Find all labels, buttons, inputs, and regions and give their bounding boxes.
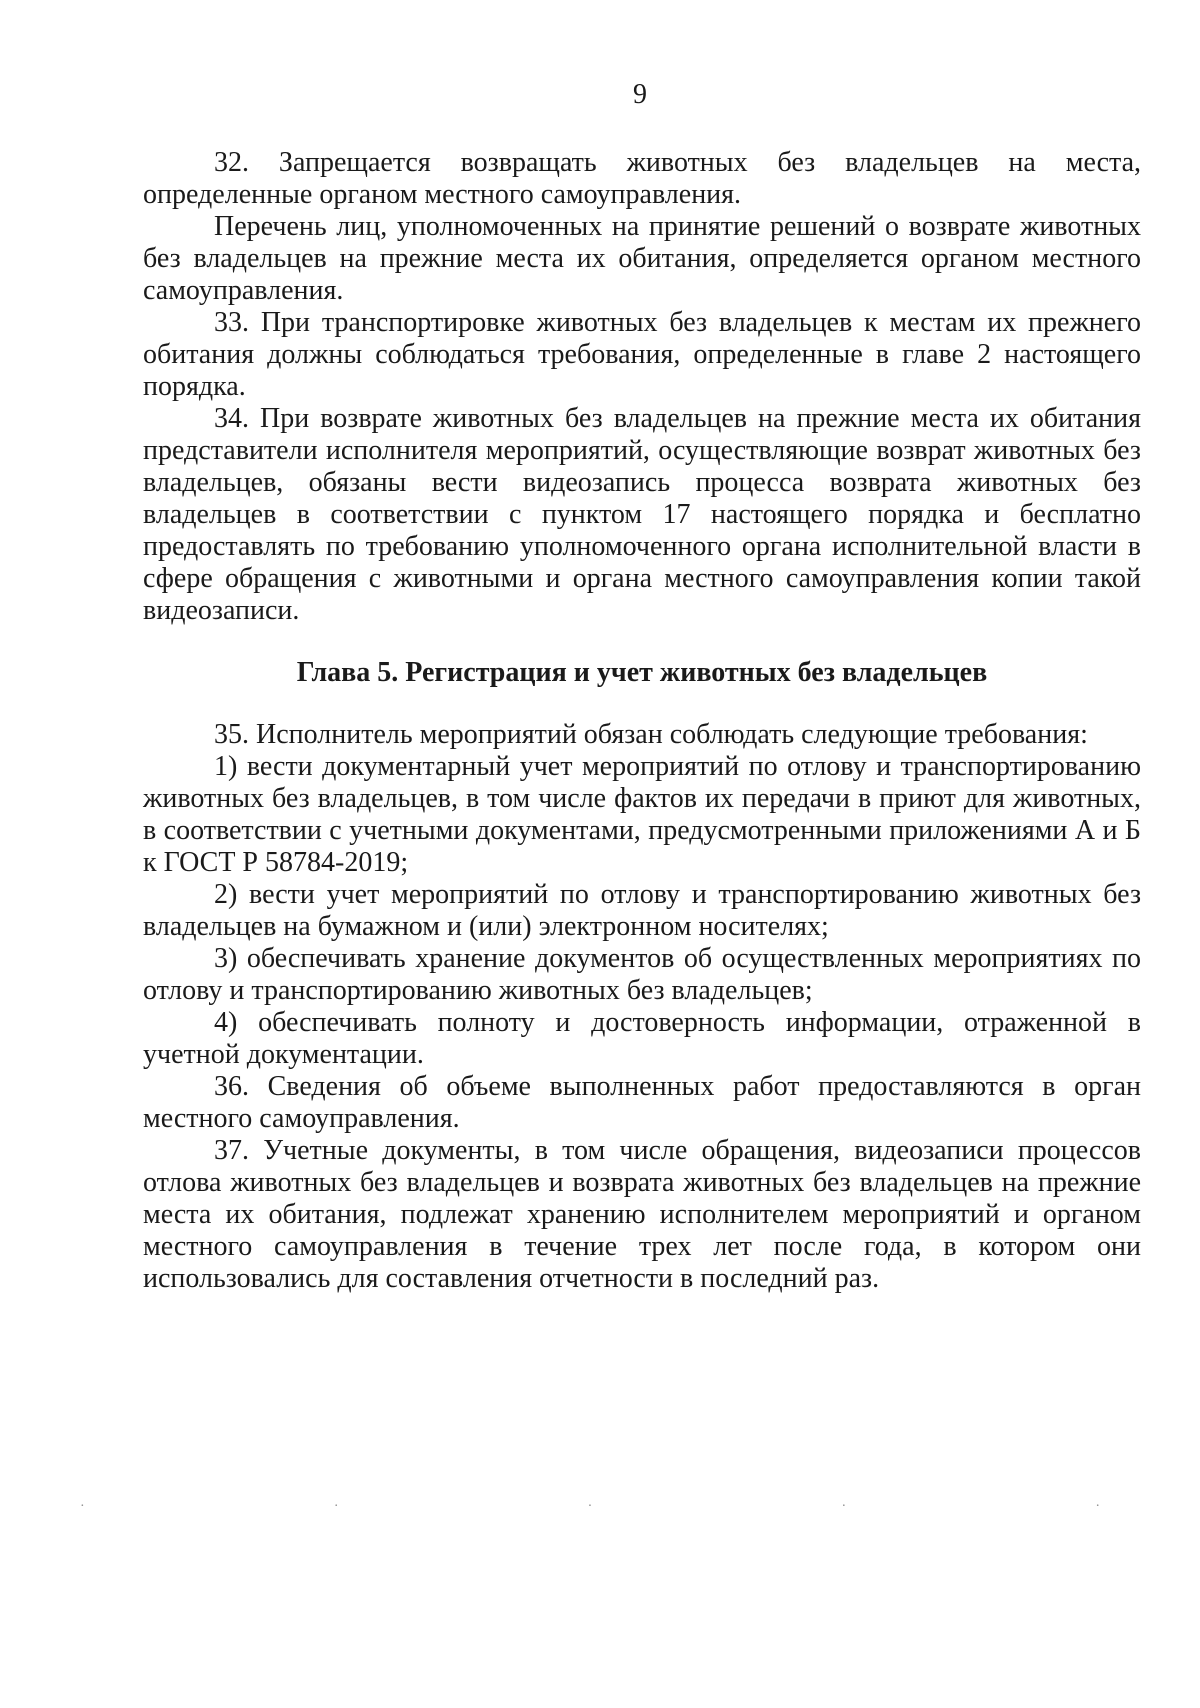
paragraph-32-list-of-persons: Перечень лиц, уполномоченных на принятие решений о возврате животных без владельцев на прежние места их обитания, определяется органом местного самоуправления. <box>143 211 1141 306</box>
paragraph-35-item-4: 4) обеспечивать полноту и достоверность информации, отраженной в учетной документации. <box>143 1007 1141 1070</box>
scan-dots <box>80 1500 1100 1514</box>
paragraph-32: 32. Запрещается возвращать животных без владельцев на места, определенные органом местного самоуправления. <box>143 147 1141 210</box>
paragraph-36: 36. Сведения об объеме выполненных работ предоставляются в орган местного самоуправления. <box>143 1071 1141 1134</box>
paragraph-37: 37. Учетные документы, в том числе обращения, видеозаписи процессов отлова животных без владельцев и возврата животных без владельцев на прежние места их обитания, подлежат хранению исполнителем мероприятий и органом местного самоуправления в течение трех лет после года, в котором они использовались для составления отчетности в последний раз. <box>143 1135 1141 1294</box>
paragraph-35-item-1: 1) вести документарный учет мероприятий по отлову и транспортированию животных без владельцев, в том числе фактов их передачи в приют для животных, в соответствии с учетными документами, предусмотренными приложениями А и Б к ГОСТ Р 58784-2019; <box>143 751 1141 878</box>
scan-dot: · <box>333 1499 339 1514</box>
paragraph-35-item-3: 3) обеспечивать хранение документов об осуществленных мероприятиях по отлову и транспортированию животных без владельцев; <box>143 943 1141 1006</box>
paragraph-33: 33. При транспортировке животных без владельцев к местам их прежнего обитания должны соблюдаться требования, определенные в главе 2 настоящего порядка. <box>143 307 1141 402</box>
document-body <box>143 147 1141 1295</box>
scan-dot: · <box>80 1499 85 1514</box>
scan-dot: · <box>587 1499 593 1514</box>
paragraph-35: 35. Исполнитель мероприятий обязан соблюдать следующие требования: <box>214 719 1088 750</box>
chapter-heading: Глава 5. Регистрация и учет животных без владельцев <box>296 657 988 688</box>
scan-dot: · <box>1095 1499 1100 1514</box>
page-number: 9 <box>633 79 647 110</box>
scan-dot: · <box>841 1499 847 1514</box>
paragraph-34: 34. При возврате животных без владельцев на прежние места их обитания представители исполнителя мероприятий, осуществляющие возврат животных без владельцев, обязаны вести видеозапись процесса возврата животных без владельцев в соответствии с пунктом 17 настоящего порядка и бесплатно предоставлять по требованию уполномоченного органа исполнительной власти в сфере обращения с животными и органа местного самоуправления копии такой видеозаписи. <box>143 403 1141 626</box>
paragraph-35-item-2: 2) вести учет мероприятий по отлову и транспортированию животных без владельцев на бумажном и (или) электронном носителях; <box>143 879 1141 942</box>
